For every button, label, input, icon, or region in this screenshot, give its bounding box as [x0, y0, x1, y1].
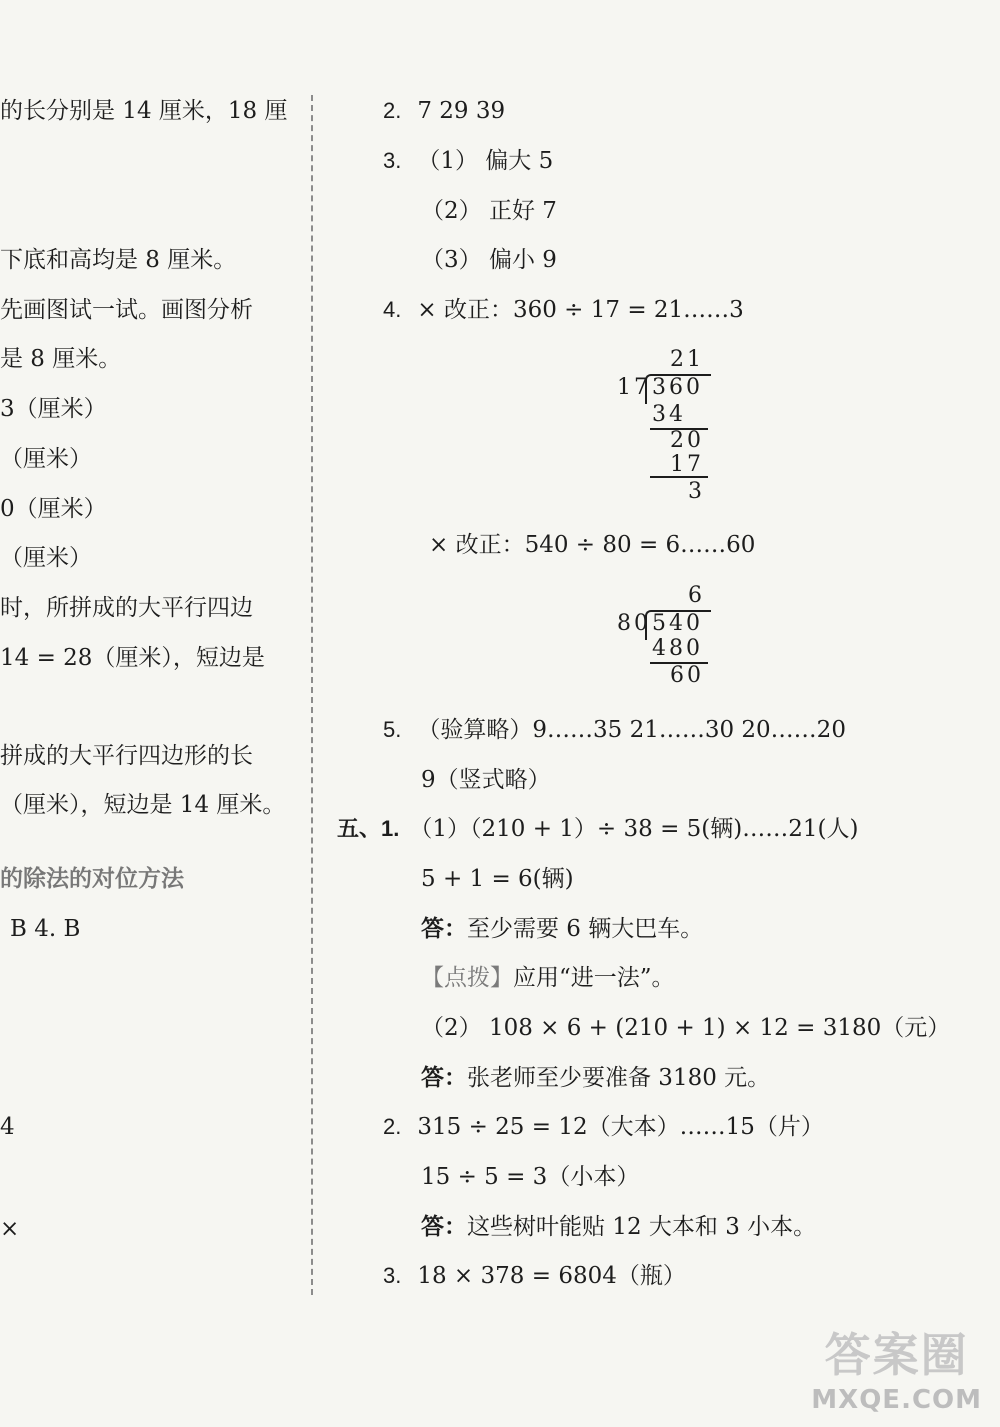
section5-number: 五、1. [337, 816, 400, 841]
problem2-line2: 15 ÷ 5 = 3（小本） [421, 1164, 640, 1190]
q4-correction-a: × 改正：360 ÷ 17 = 21……3 [417, 297, 744, 323]
section5 [337, 814, 858, 844]
left-line-12: （厘米），短边是 14 厘米。 [0, 792, 286, 818]
ld1-product1: 34 [652, 402, 686, 427]
q3-part1: （1） 偏大 5 [417, 148, 554, 174]
q3-number: 3. [383, 148, 402, 173]
answer-label: 答： [421, 1064, 467, 1091]
answer-label: 答： [421, 1213, 467, 1240]
left-line-14: B 4. B [10, 916, 81, 942]
q4-correction-b: × 改正：540 ÷ 80 = 6……60 [429, 532, 756, 558]
q3 [383, 146, 553, 176]
section5-line1: （1）（210 + 1）÷ 38 = 5(辆)……21(人) [409, 816, 859, 842]
column-divider [311, 95, 313, 1295]
q5-line1: （验算略）9……35 21……30 20……20 [417, 717, 846, 743]
left-line-8: （厘米） [0, 545, 92, 571]
q4 [383, 295, 744, 325]
ld1-divisor: 17 [617, 375, 651, 400]
left-line-3: 先画图试一试。画图分析 [0, 297, 253, 323]
section5-part2: （2） 108 × 6 + (210 + 1) × 12 = 3180（元） [421, 1015, 951, 1041]
left-line-9: 时，所拼成的大平行四边 [0, 595, 253, 621]
q2-text: 7 29 39 [417, 98, 506, 124]
left-heading: 的除法的对位方法 [0, 865, 184, 892]
problem3-line1: 18 × 378 = 6804（瓶） [417, 1263, 686, 1289]
q2 [383, 96, 505, 126]
ld2-remainder1: 60 [670, 663, 704, 688]
left-line-4: 是 8 厘米。 [0, 346, 122, 372]
q5 [383, 715, 846, 745]
q2-number: 2. [383, 98, 402, 123]
ld2-product1: 480 [652, 636, 703, 661]
answer-label: 答： [421, 915, 467, 942]
ld2-divisor: 80 [617, 611, 651, 636]
left-line-2: 下底和高均是 8 厘米。 [0, 247, 237, 273]
problem2-number: 2. [383, 1114, 402, 1139]
answer-text: 这些树叶能贴 12 大本和 3 小本。 [467, 1214, 817, 1240]
left-line-16: × [0, 1216, 20, 1242]
left-line-6: （厘米） [0, 446, 92, 472]
section5-line2: 5 + 1 = 6(辆) [421, 866, 574, 892]
section5-tip [421, 963, 675, 993]
answer-text: 张老师至少要准备 3180 元。 [467, 1065, 771, 1091]
problem2-answer [421, 1212, 816, 1242]
section5-answer1 [421, 914, 703, 944]
problem2-line1: 315 ÷ 25 = 12（大本）……15（片） [417, 1114, 824, 1140]
section5-answer2 [421, 1063, 770, 1093]
ld2-dividend: 540 [652, 611, 703, 636]
q5-line2: 9（竖式略） [421, 767, 551, 793]
ld1-dividend: 360 [652, 375, 703, 400]
watermark-logo: 答案圈 [824, 1328, 969, 1382]
problem3 [383, 1261, 686, 1291]
answer-text: 至少需要 6 辆大巴车。 [467, 916, 704, 942]
tip-text: 应用“进一法”。 [513, 965, 675, 991]
left-line-1: 的长分别是 14 厘米，18 厘 [0, 98, 288, 124]
watermark [811, 1319, 982, 1415]
left-line-10: 14 = 28（厘米），短边是 [0, 645, 265, 671]
left-line-15: 4 [0, 1114, 15, 1140]
q5-number: 5. [383, 717, 402, 742]
ld1-quotient: 21 [670, 347, 704, 372]
problem3-number: 3. [383, 1263, 402, 1288]
left-line-11: 拼成的大平行四边形的长 [0, 743, 253, 769]
q4-number: 4. [383, 297, 402, 322]
left-line-5: 3（厘米） [0, 396, 107, 422]
ld2-quotient: 6 [688, 583, 705, 608]
left-line-7: 0（厘米） [0, 496, 107, 522]
watermark-url: MXQE.COM [811, 1385, 982, 1415]
ld1-remainder1: 20 [670, 428, 704, 453]
q3-part3: （3） 偏小 9 [421, 247, 557, 273]
ld1-product2: 17 [670, 452, 704, 477]
tip-label: 【点拨】 [421, 965, 513, 991]
q3-part2: （2） 正好 7 [421, 198, 557, 224]
problem2 [383, 1112, 824, 1142]
ld1-remainder2: 3 [688, 479, 705, 504]
